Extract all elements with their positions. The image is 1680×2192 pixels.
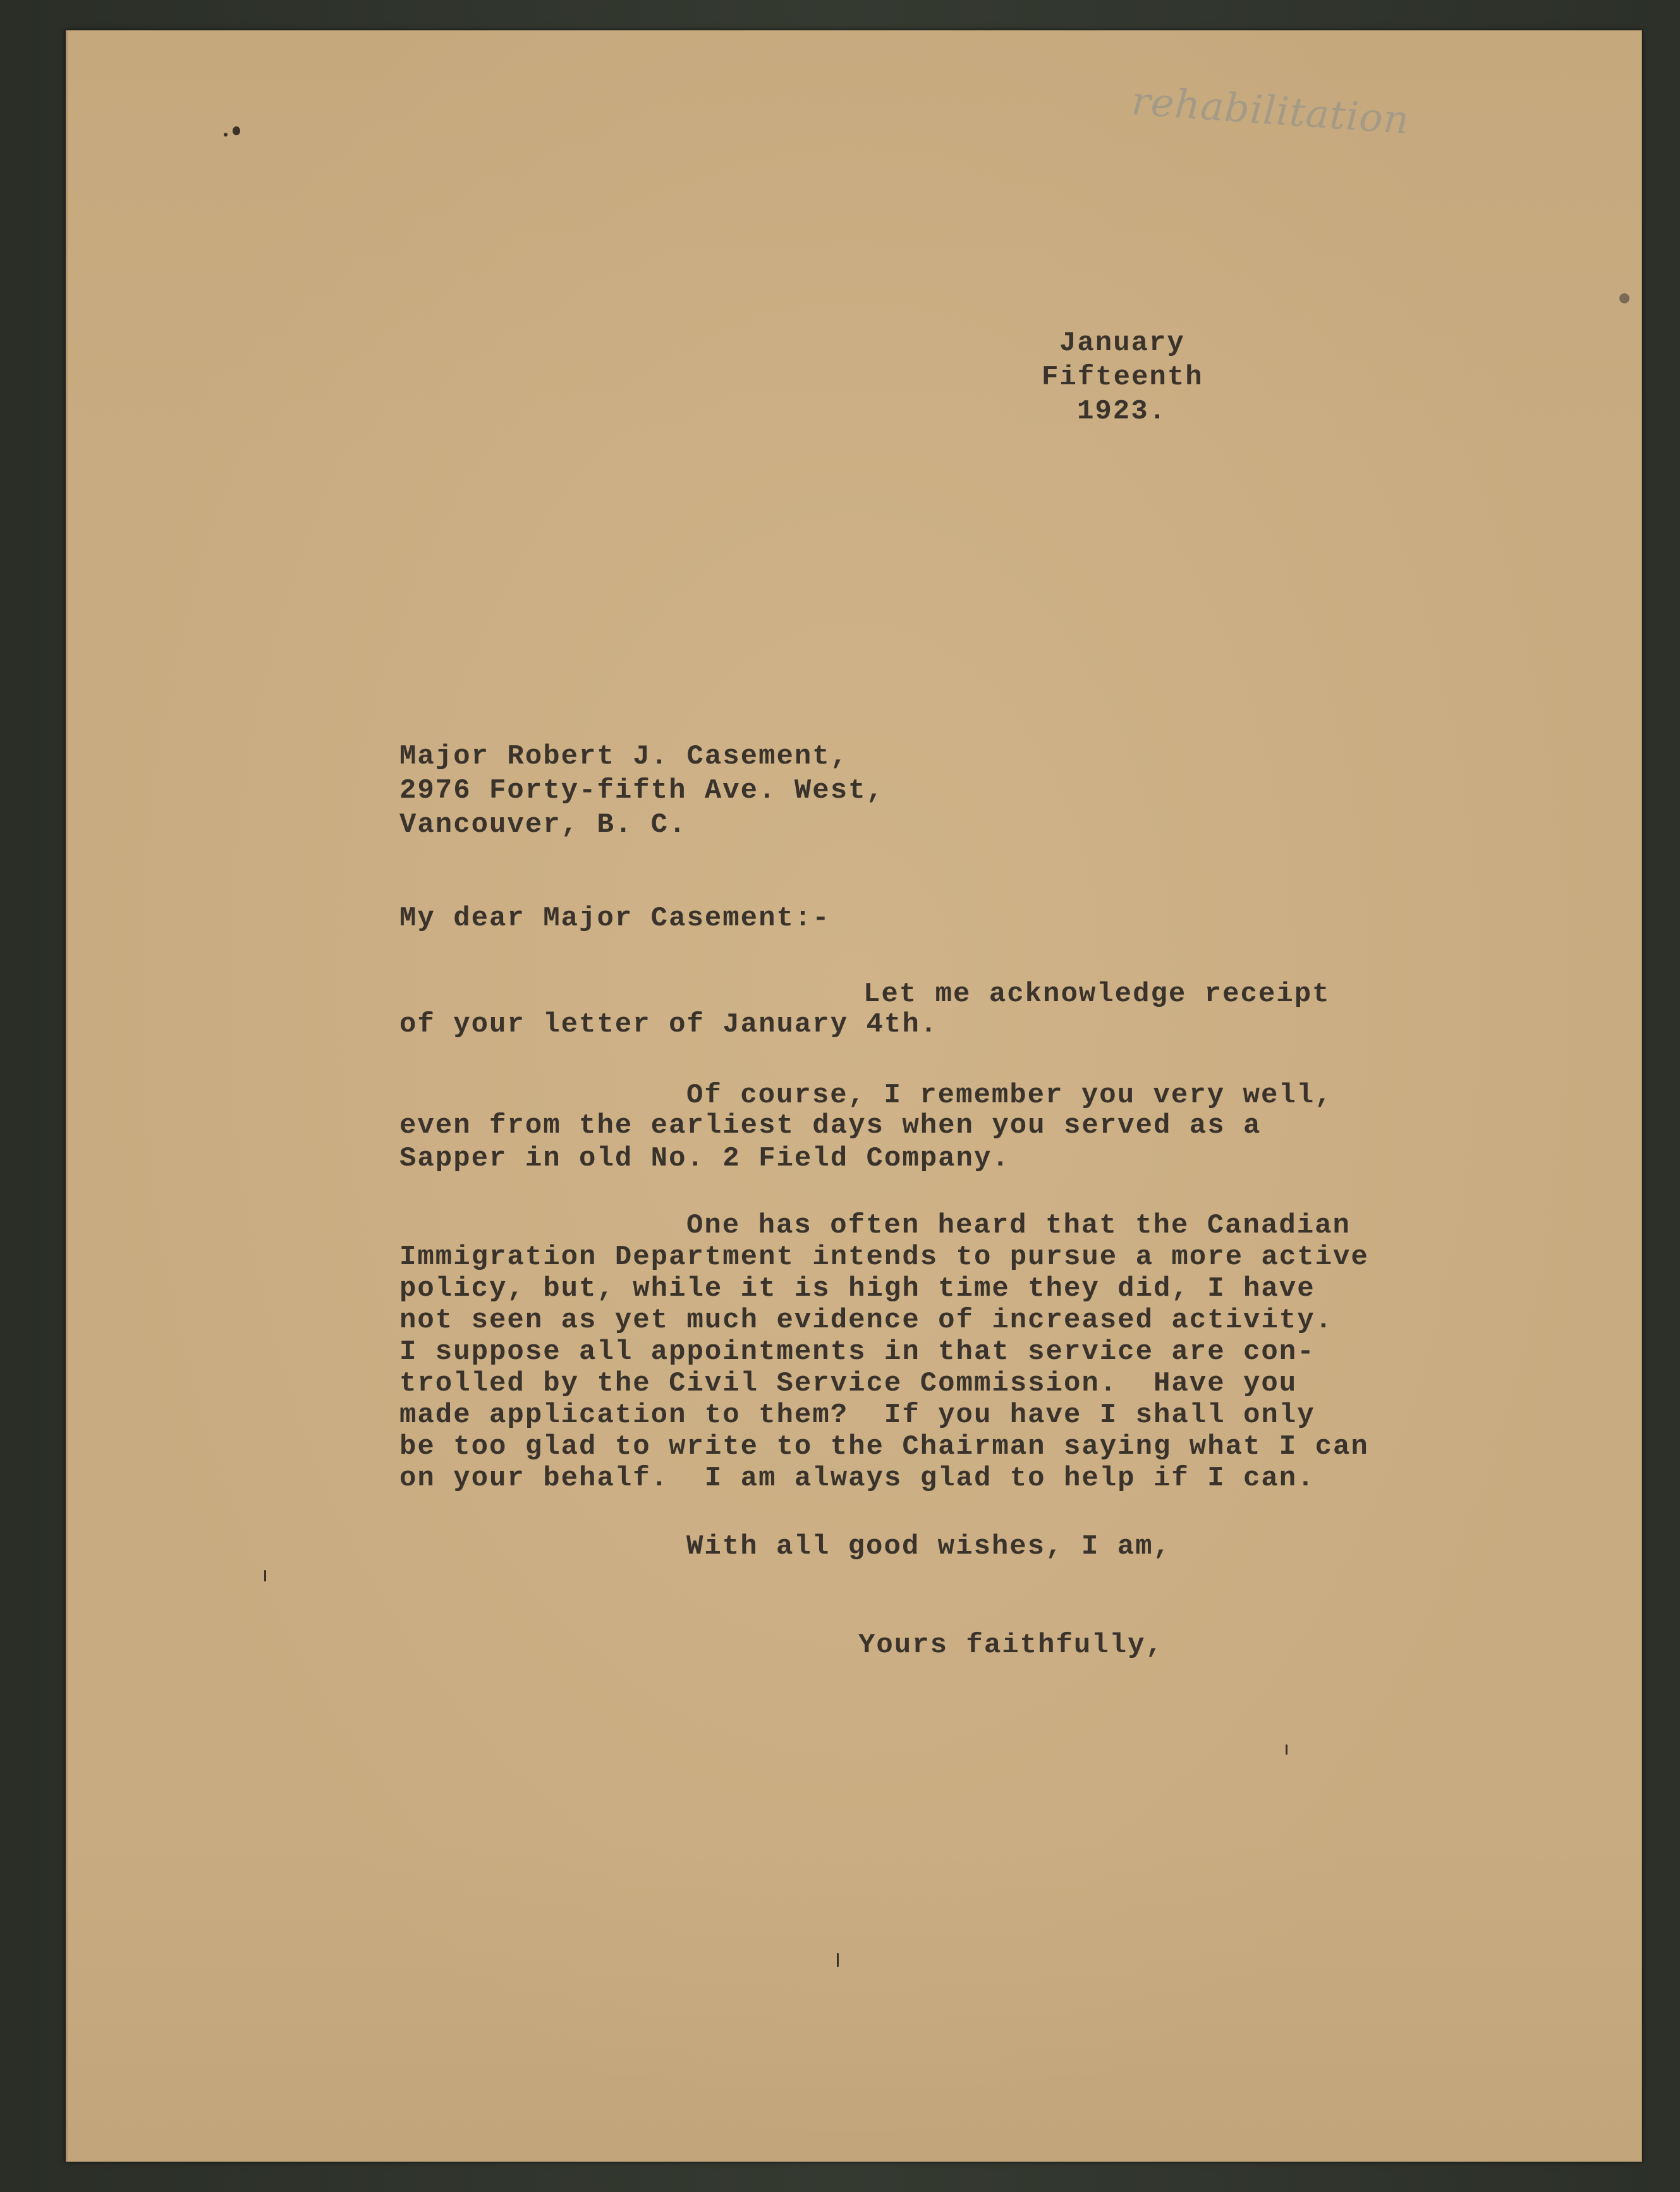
ink-mark [1286,1744,1287,1755]
date-year: 1923. [1077,396,1167,427]
body-line: One has often heard that the Canadian [686,1210,1351,1241]
closing-wishes: With all good wishes, I am, [686,1531,1171,1562]
body-line: made application to them? If you have I shall only [399,1399,1315,1431]
body-line: Let me acknowledge receipt [863,978,1330,1010]
date-month: January [1059,327,1185,359]
recipient-name: Major Robert J. Casement, [399,741,849,772]
body-line: policy, but, while it is high time they did, I have [399,1273,1315,1305]
date-day: Fifteenth [1042,362,1203,393]
body-line: even from the earliest days when you served as a [399,1110,1262,1142]
body-line: on your behalf. I am always glad to help if I can. [399,1463,1315,1494]
recipient-street: 2976 Forty-fifth Ave. West, [399,775,884,807]
ink-mark [233,126,240,135]
ink-mark [1619,293,1629,303]
ink-mark [224,133,228,137]
ink-mark [837,1953,839,1967]
handwritten-annotation: rehabilitation [1129,77,1411,143]
body-line: of your letter of January 4th. [399,1009,939,1040]
body-line: Of course, I remember you very well, [686,1080,1333,1111]
body-line: Sapper in old No. 2 Field Company. [399,1143,1010,1174]
body-line: trolled by the Civil Service Commission. Have you [399,1368,1298,1399]
ink-mark [264,1570,266,1581]
complimentary-close: Yours faithfully, [858,1629,1164,1661]
body-line: be too glad to write to the Chairman saying what I can [399,1431,1369,1463]
body-line: Immigration Department intends to pursue a more active [399,1241,1369,1273]
body-line: I suppose all appointments in that service are con- [399,1336,1315,1368]
recipient-city: Vancouver, B. C. [399,809,687,841]
body-line: not seen as yet much evidence of increased activity. [399,1305,1334,1336]
salutation: My dear Major Casement:- [399,903,831,934]
